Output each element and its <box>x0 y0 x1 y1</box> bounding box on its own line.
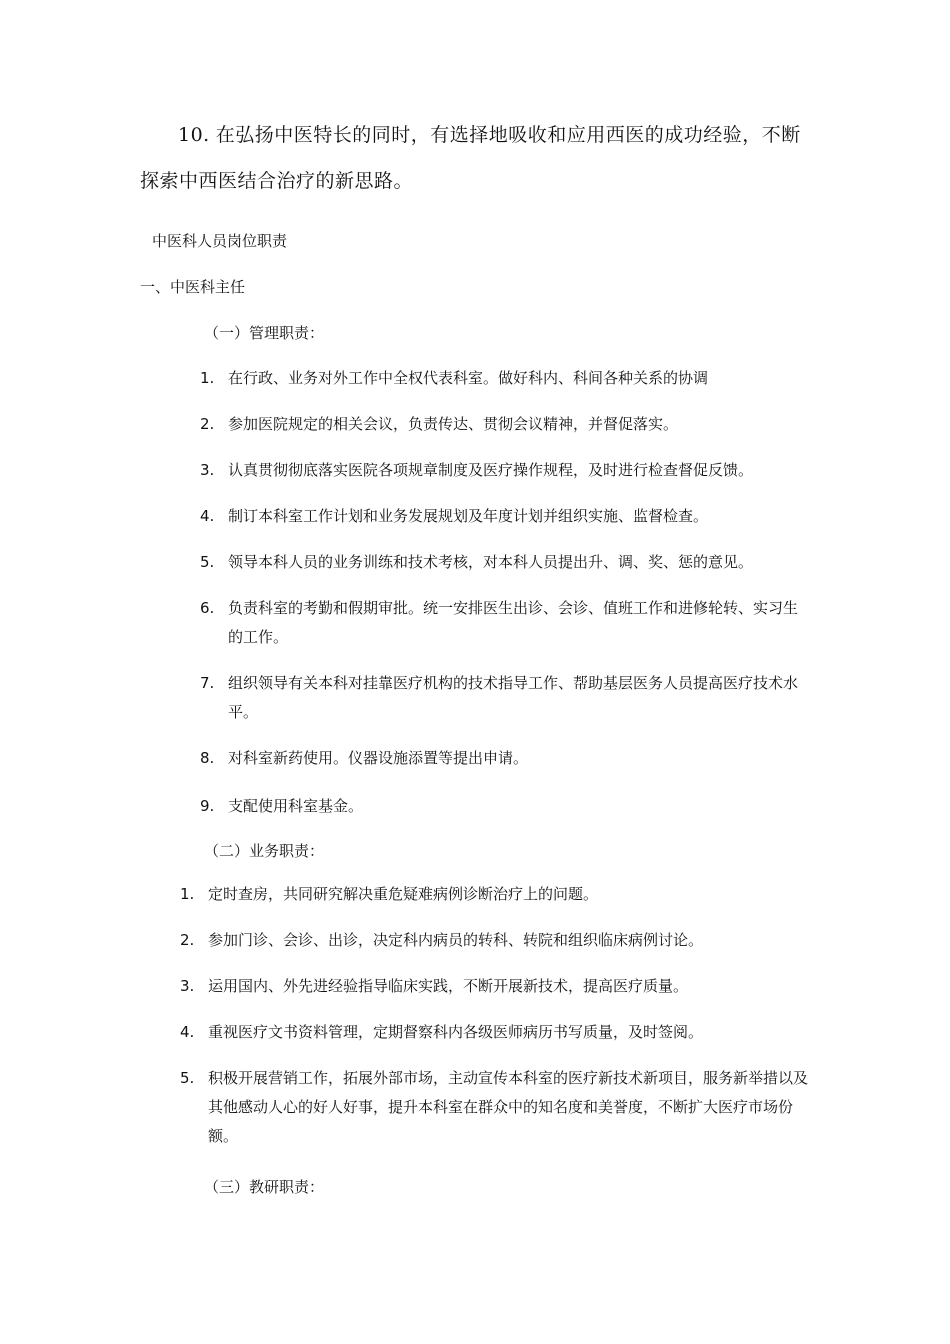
list-item-number: 9. <box>200 797 215 815</box>
intro-text: 在弘扬中医特长的同时，有选择地吸收和应用西医的成功经验，不断探索中西医结合治疗的新思路。 <box>140 124 801 192</box>
list-item-number: 2. <box>180 931 195 949</box>
subheading-management: （一）管理职责： <box>204 324 325 342</box>
list-item <box>200 364 810 393</box>
list-item <box>180 880 815 909</box>
list-item <box>200 792 810 821</box>
list-item <box>200 744 810 773</box>
list-item-number: 3. <box>180 977 195 995</box>
subheading-business: （二）业务职责： <box>204 842 325 860</box>
list-item-text: 制订本科室工作计划和业务发展规划及年度计划并组织实施、监督检查。 <box>228 507 709 525</box>
list-item <box>180 972 815 1001</box>
list-item-text: 参加医院规定的相关会议，负责传达、贯彻会议精神，并督促落实。 <box>228 415 679 433</box>
list-item <box>200 410 810 439</box>
list-item-text: 重视医疗文书资料管理，定期督察科内各级医师病历书写质量，及时签阅。 <box>208 1023 704 1041</box>
list-item-number: 8. <box>200 749 215 767</box>
list-item-number: 5. <box>180 1069 195 1087</box>
section-heading-director: 一、中医科主任 <box>140 278 246 296</box>
list-item-text: 参加门诊、会诊、出诊，决定科内病员的转科、转院和组织临床病例讨论。 <box>208 931 704 949</box>
list-item-text: 认真贯彻彻底落实医院各项规章制度及医疗操作规程，及时进行检查督促反馈。 <box>228 461 754 479</box>
list-item <box>200 456 810 485</box>
list-item-text: 积极开展营销工作，拓展外部市场，主动宣传本科室的医疗新技术新项目，服务新举措以及其他感动人心的好人好事，提升本科室在群众中的知名度和美誉度，不断扩大医疗市场份额。 <box>208 1069 809 1145</box>
list-item <box>200 594 810 652</box>
subheading-teaching: （三）教研职责： <box>204 1178 325 1196</box>
list-item-text: 对科室新药使用。仪器设施添置等提出申请。 <box>228 749 529 767</box>
list-item <box>180 1018 815 1047</box>
list-item-text: 组织领导有关本科对挂靠医疗机构的技术指导工作、帮助基层医务人员提高医疗技术水平。 <box>228 674 799 721</box>
list-item <box>180 1064 815 1151</box>
list-item-number: 6. <box>200 599 215 617</box>
document-title: 中医科人员岗位职责 <box>152 232 288 250</box>
list-item-number: 4. <box>200 507 215 525</box>
list-item <box>180 926 815 955</box>
list-item-number: 4. <box>180 1023 195 1041</box>
intro-paragraph <box>140 112 820 204</box>
list-item-text: 运用国内、外先进经验指导临床实践，不断开展新技术，提高医疗质量。 <box>208 977 689 995</box>
list-item-number: 5. <box>200 553 215 571</box>
list-item-number: 2. <box>200 415 215 433</box>
list-item-number: 1. <box>180 885 195 903</box>
list-item <box>200 502 810 531</box>
list-item-number: 1. <box>200 369 215 387</box>
list-item-text: 支配使用科室基金。 <box>228 797 364 815</box>
list-item-text: 在行政、业务对外工作中全权代表科室。做好科内、科间各种关系的协调 <box>228 369 709 387</box>
list-item-number: 3. <box>200 461 215 479</box>
list-item <box>200 548 810 577</box>
list-item-text: 定时查房，共同研究解决重危疑难病例诊断治疗上的问题。 <box>208 885 599 903</box>
list-item-text: 负责科室的考勤和假期审批。统一安排医生出诊、会诊、值班工作和进修轮转、实习生的工作。 <box>228 599 799 646</box>
list-item <box>200 669 810 727</box>
intro-number: 10. <box>178 124 210 146</box>
list-item-text: 领导本科人员的业务训练和技术考核，对本科人员提出升、调、奖、惩的意见。 <box>228 553 754 571</box>
list-item-number: 7. <box>200 674 215 692</box>
